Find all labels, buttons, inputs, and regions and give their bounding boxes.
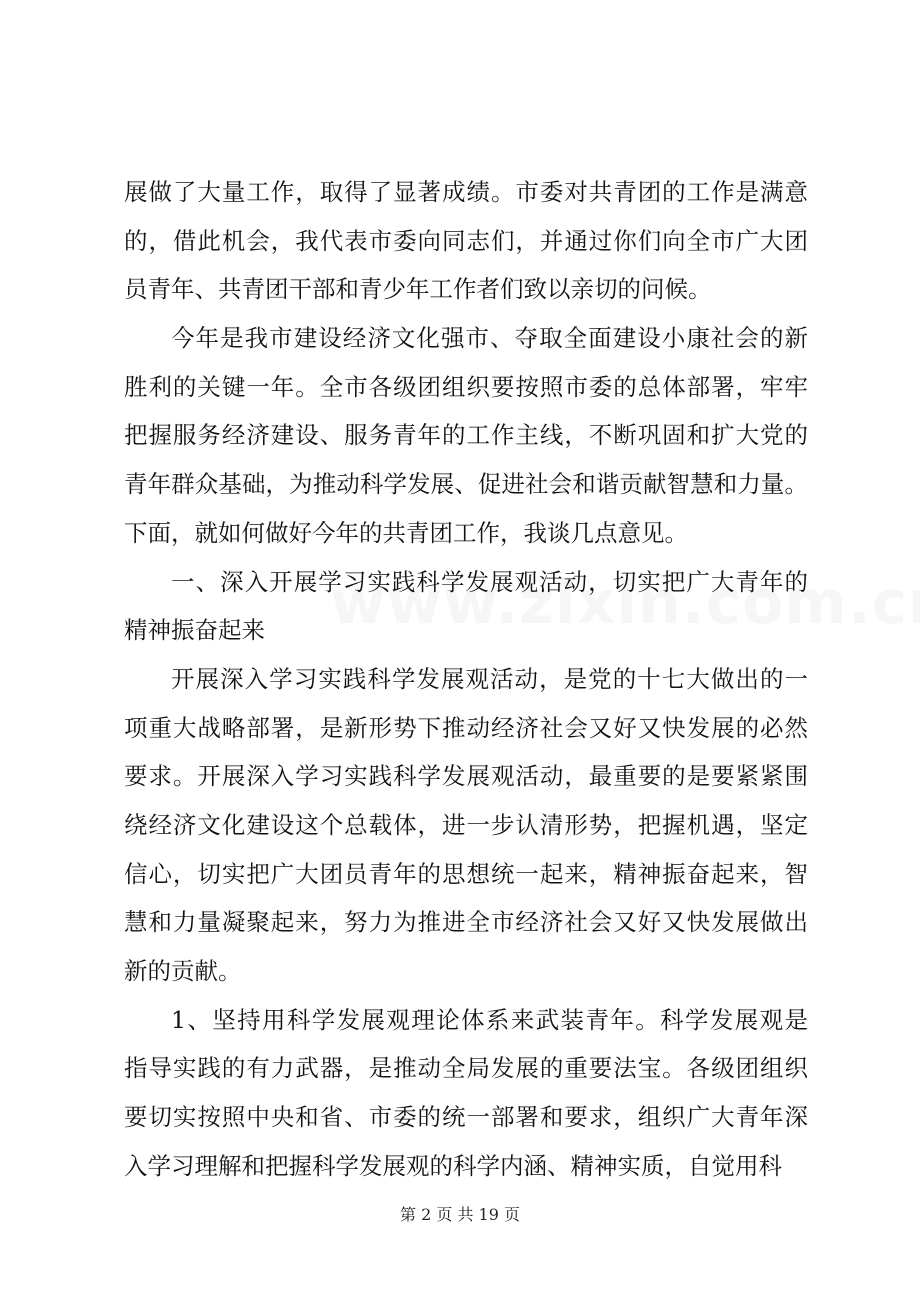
- text-line: 要切实按照中央和省、市委的统一部署和要求，组织广大青年深: [124, 1103, 808, 1132]
- text-line: 指导实践的有力武器，是推动全局发展的重要法宝。各级团组织: [124, 1054, 808, 1083]
- paragraph: [124, 314, 808, 557]
- text-line: 绕经济文化建设这个总载体，进一步认清形势，把握机遇，坚定: [124, 810, 808, 839]
- text-line: 信心，切实把广大团员青年的思想统一起来，精神振奋起来，智: [124, 859, 808, 888]
- paragraph: [124, 558, 808, 655]
- page-footer: 第 2 页 共 19 页: [400, 1205, 520, 1224]
- text-line: 今年是我市建设经济文化强市、夺取全面建设小康社会的新: [171, 324, 808, 353]
- text-line: 精神振奋起来: [124, 616, 265, 645]
- paragraph: [124, 168, 808, 314]
- text-line: 员青年、共青团干部和青少年工作者们致以亲切的问候。: [124, 275, 712, 304]
- text-line: 一、深入开展学习实践科学发展观活动，切实把广大青年的: [171, 567, 808, 596]
- text-line: 展做了大量工作，取得了显著成绩。市委对共青团的工作是满意: [124, 178, 808, 206]
- text-line: 新的贡献。: [124, 957, 242, 985]
- text-line: 要求。开展深入学习实践科学发展观活动，最重要的是要紧紧围: [124, 762, 808, 791]
- text-line: 入学习理解和把握科学发展观的科学内涵、精神实质，自觉用科: [124, 1151, 782, 1180]
- text-line: 下面，就如何做好今年的共青团工作，我谈几点意见。: [124, 518, 688, 547]
- text-line: 把握服务经济建设、服务青年的工作主线，不断巩固和扩大党的: [124, 421, 808, 450]
- document-body: [124, 168, 808, 1190]
- text-line: 胜利的关键一年。全市各级团组织要按照市委的总体部署，牢牢: [124, 372, 808, 401]
- text-line: 慧和力量凝聚起来，努力为推进全市经济社会又好又快发展做出: [124, 908, 808, 937]
- text-line: 开展深入学习实践科学发展观活动，是党的十七大做出的一: [171, 664, 808, 693]
- text-line: 项重大战略部署，是新形势下推动经济社会又好又快发展的必然: [124, 713, 808, 742]
- paragraph: [124, 655, 808, 996]
- paragraph: [124, 996, 808, 1191]
- text-line: 的，借此机会，我代表市委向同志们，并通过你们向全市广大团: [124, 226, 808, 255]
- text-line: 1、坚持用科学发展观理论体系来武装青年。科学发展观是: [171, 1005, 808, 1034]
- text-line: 青年群众基础，为推动科学发展、促进社会和谐贡献智慧和力量。: [124, 470, 808, 499]
